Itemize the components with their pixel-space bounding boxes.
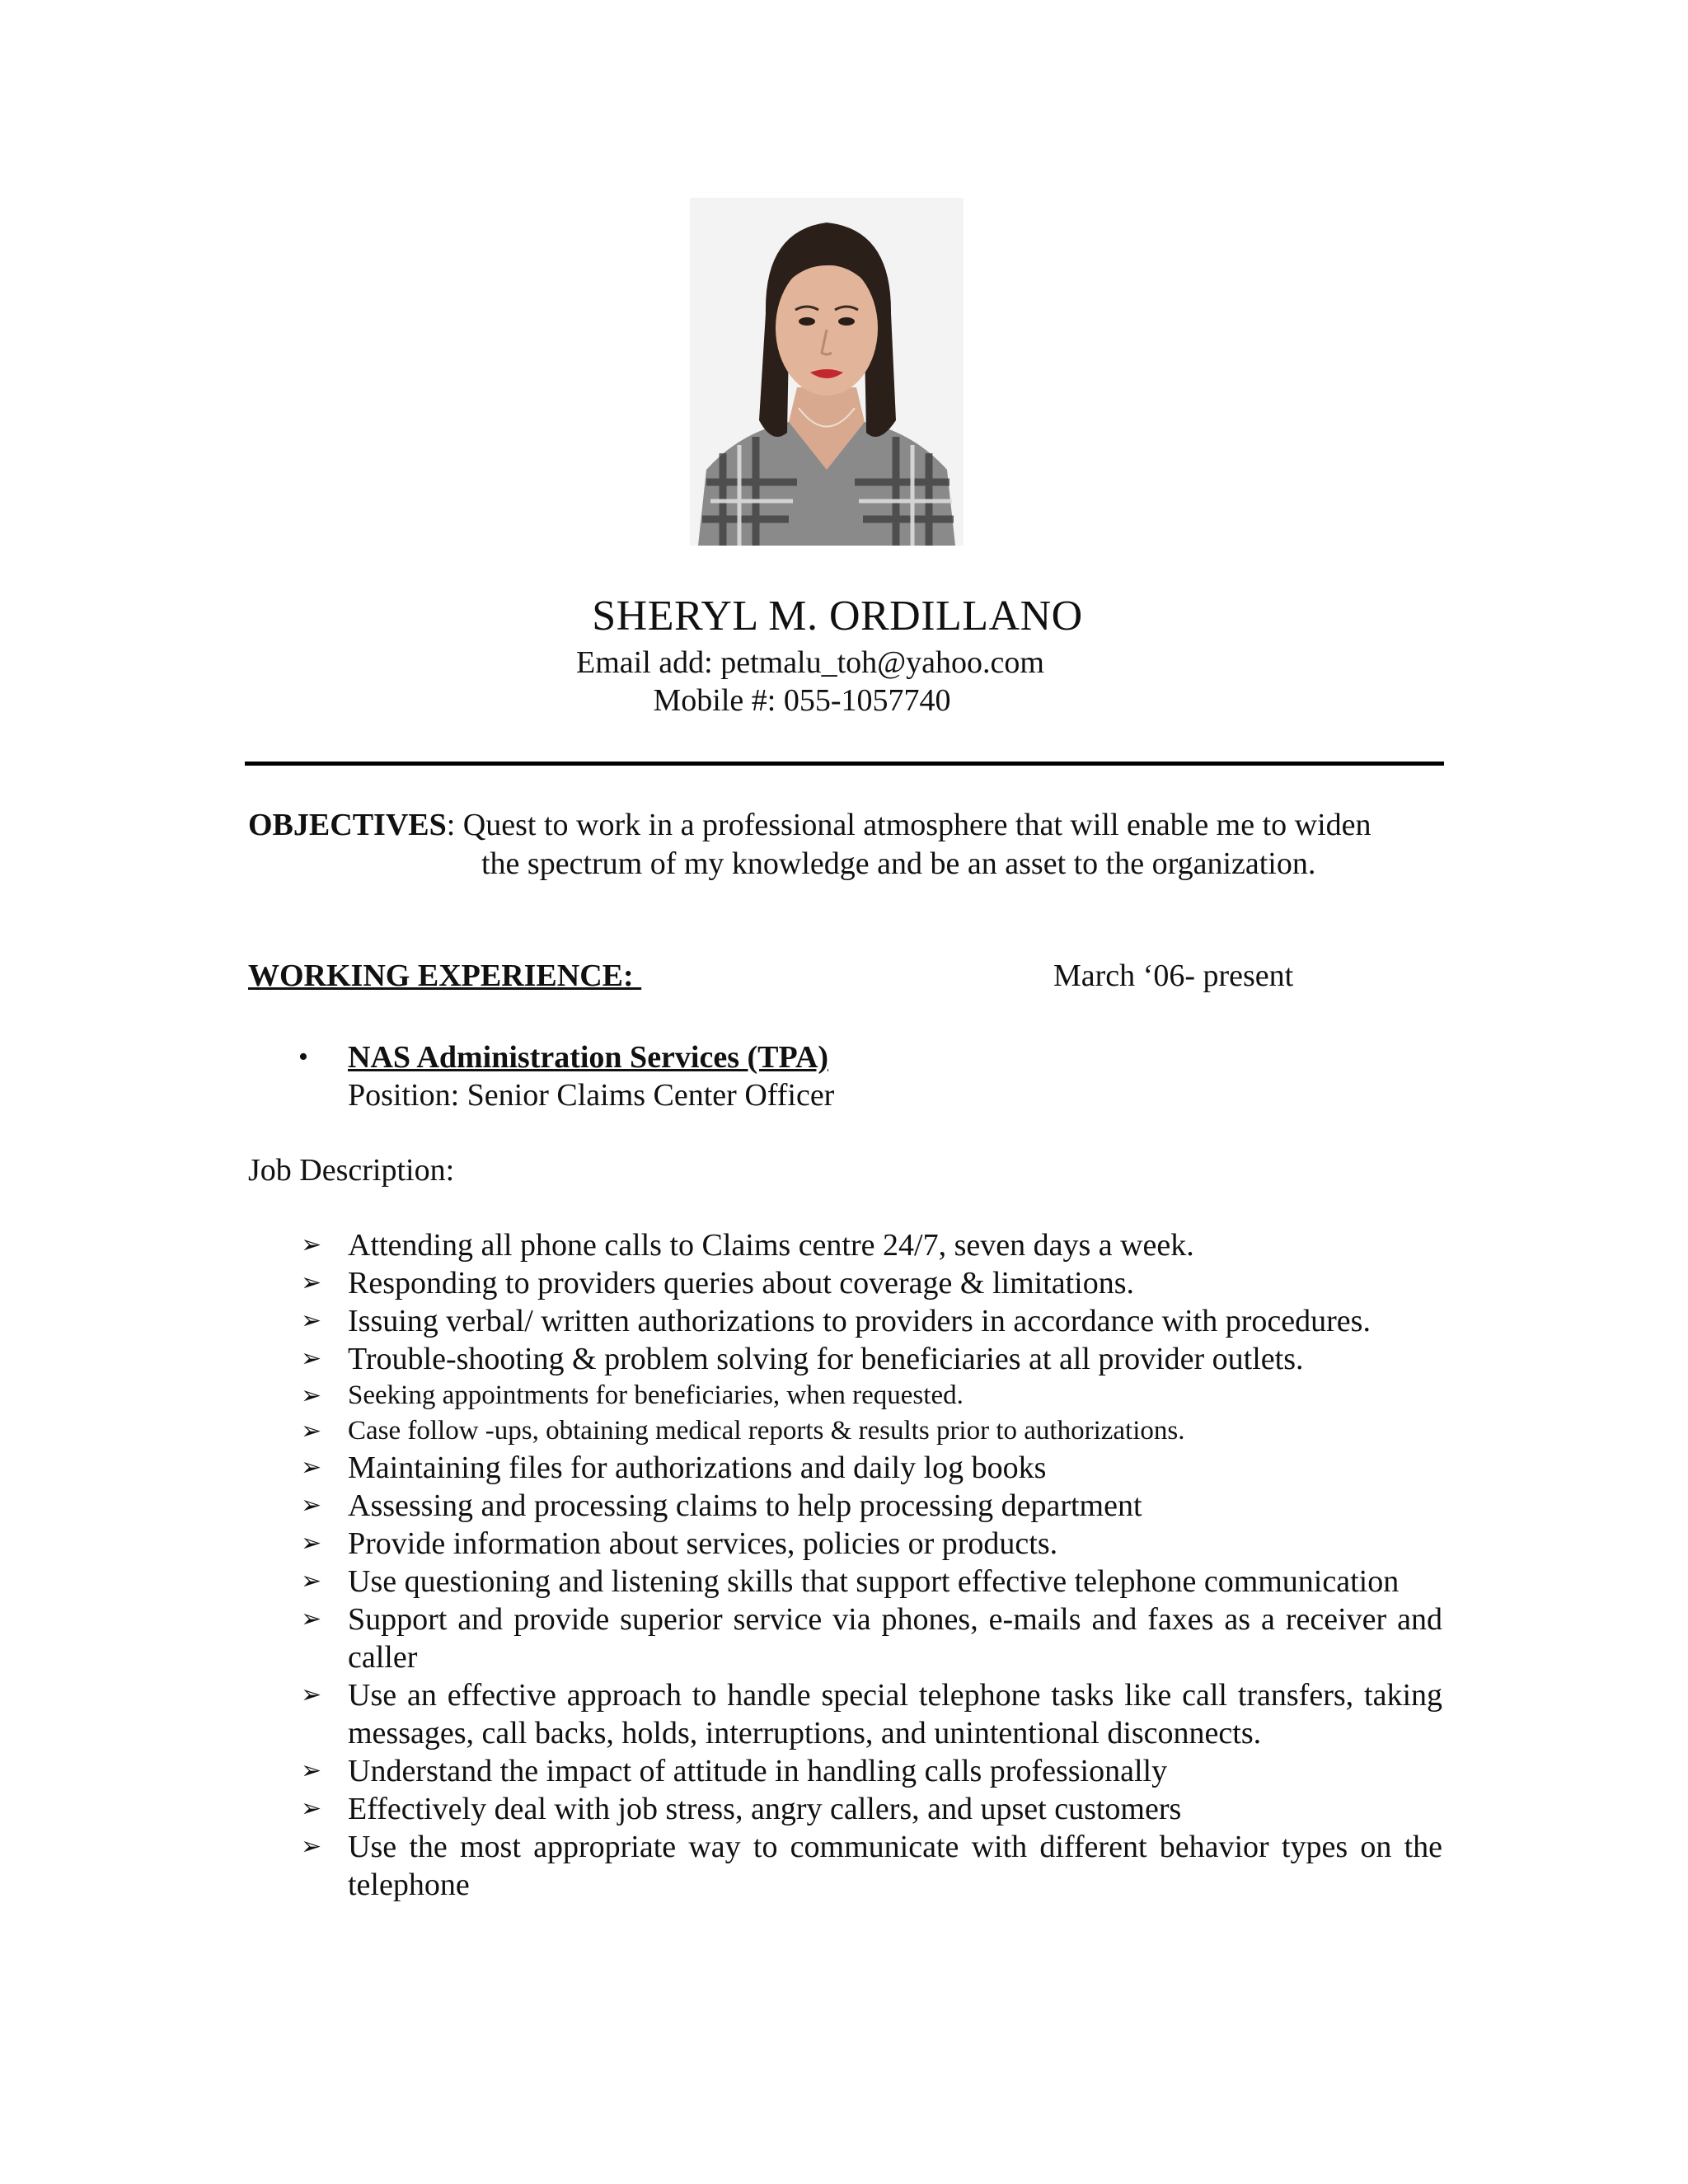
list-item: ➢ Understand the impact of attitude in handling calls professionally [301,1754,1168,1788]
arrow-bullet-icon: ➢ [301,1756,322,1785]
objectives-text-line2: the spectrum of my knowledge and be an asset to the organization. [481,846,1316,881]
arrow-bullet-icon: ➢ [301,1381,322,1410]
profile-photo [690,198,964,546]
arrow-bullet-icon: ➢ [301,1529,322,1558]
objectives-text-line1: : Quest to work in a professional atmosphere that will enable me to widen [446,808,1372,842]
list-item: ➢ Trouble-shooting & problem solving for beneficiaries at all provider outlets. [301,1342,1304,1376]
list-item: ➢ Maintaining files for authorizations and daily log books [301,1451,1047,1485]
list-item: ➢ Use questioning and listening skills that support effective telephone communication [301,1564,1400,1599]
list-item: ➢ Effectively deal with job stress, angry callers, and upset customers [301,1792,1182,1826]
arrow-bullet-icon: ➢ [301,1567,322,1596]
position-title: Position: Senior Claims Center Officer [348,1078,835,1113]
list-item: ➢ Use the most appropriate way to communicate with different behavior types on the telephone [301,1830,1442,1902]
list-item: ➢ Attending all phone calls to Claims centre 24/7, seven days a week. [301,1228,1194,1263]
portrait-photo-icon [690,198,964,546]
mobile-line: Mobile #: 055-1057740 [653,683,951,718]
list-item: ➢ Issuing verbal/ written authorizations to providers in accordance with procedures. [301,1304,1371,1338]
list-item: ➢ Responding to providers queries about coverage & limitations. [301,1266,1135,1301]
arrow-bullet-icon: ➢ [301,1417,322,1446]
list-item: ➢ Support and provide superior service via phones, e-mails and faxes as a receiver and caller [301,1602,1442,1675]
arrow-bullet-icon: ➢ [301,1268,322,1297]
arrow-bullet-icon: ➢ [301,1230,322,1259]
company-name: NAS Administration Services (TPA) [348,1040,828,1075]
duties-list [301,1226,1442,1904]
employment-date: March ‘06- present [1053,958,1294,993]
objectives-section [248,806,1443,883]
job-description-label: Job Description: [248,1153,455,1188]
list-item: ➢ Seeking appointments for beneficiaries, when requested. [301,1378,1442,1413]
applicant-name: SHERYL M. ORDILLANO [592,593,1083,640]
arrow-bullet-icon: ➢ [301,1453,322,1482]
list-item: ➢ Case follow -ups, obtaining medical reports & results prior to authorizations. [301,1413,1442,1449]
list-item: ➢ Use an effective approach to handle special telephone tasks like call transfers, taking messages, call backs, holds, interruptions, and unintentional disconnects. [301,1678,1442,1750]
working-experience-heading: WORKING EXPERIENCE: [248,958,642,993]
arrow-bullet-icon: ➢ [301,1832,322,1861]
arrow-bullet-icon: ➢ [301,1306,322,1335]
arrow-bullet-icon: ➢ [301,1794,322,1823]
arrow-bullet-icon: ➢ [301,1344,322,1373]
arrow-bullet-icon: ➢ [301,1680,322,1709]
objectives-label: OBJECTIVES [248,808,447,842]
header-divider [245,762,1444,766]
arrow-bullet-icon: ➢ [301,1491,322,1520]
email-line: Email add: petmalu_toh@yahoo.com [576,645,1044,680]
list-item: ➢ Provide information about services, policies or products. [301,1526,1058,1561]
bullet-icon: • [298,1042,308,1072]
arrow-bullet-icon: ➢ [301,1605,322,1633]
list-item: ➢ Assessing and processing claims to help processing department [301,1488,1142,1523]
